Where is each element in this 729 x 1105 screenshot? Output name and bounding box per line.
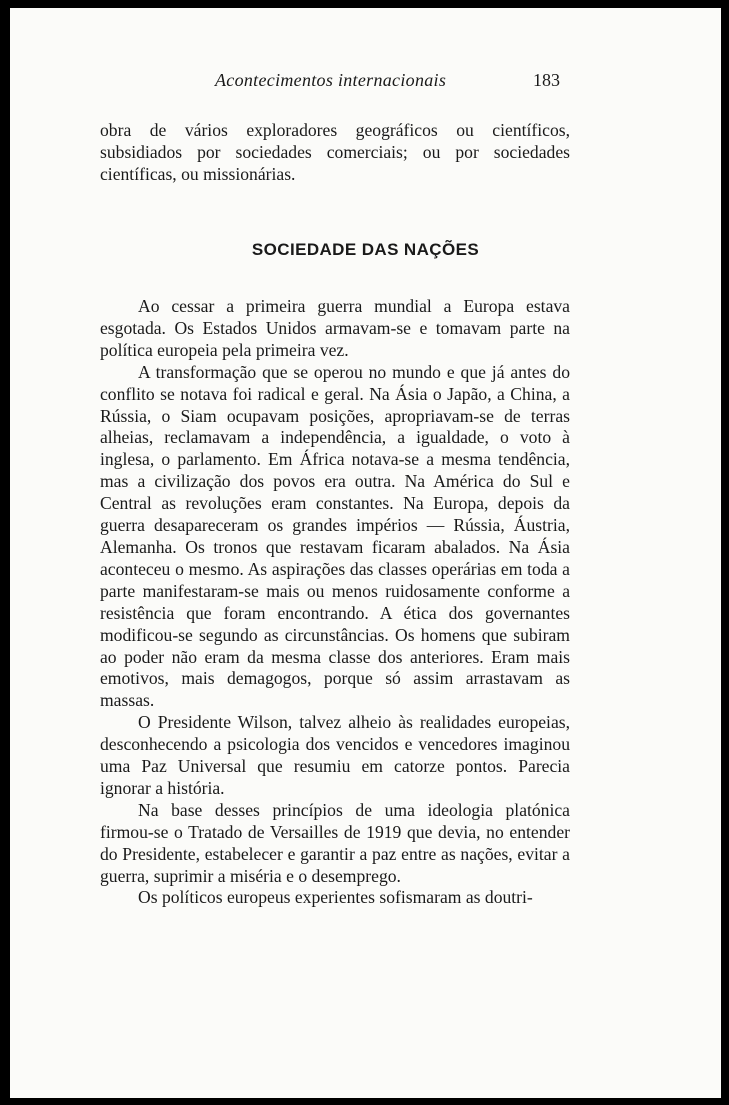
intro-paragraph: obra de vários exploradores geográficos ou científicos, subsidiados por sociedades comerciais; ou por sociedades científicas, ou missionárias.: [100, 120, 570, 184]
paragraph: O Presidente Wilson, talvez alheio às realidades europeias, desconhecendo a psicologia dos vencidos e vencedores imaginou uma Paz Universal que resumiu em catorze pontos. Parecia ignorar a história.: [100, 712, 570, 798]
paragraph: Ao cessar a primeira guerra mundial a Europa estava esgotada. Os Estados Unidos armavam-se e tomavam parte na política europeia pela primeira vez.: [100, 296, 570, 360]
section-heading: SOCIEDADE DAS NAÇÕES: [251, 240, 480, 259]
paragraph: Os políticos europeus experientes sofismaram as doutri-: [138, 887, 533, 908]
body-text: [100, 296, 570, 909]
paragraph: A transformação que se operou no mundo e que já antes do conflito se notava foi radical e geral. Na Ásia o Japão, a China, a Rússia, o Siam ocupavam posições, apropriavam-se de terras alheias, reclamavam a independência, a igualdade, o voto à inglesa, o parlamento. Em África notava-se a mesma tendência, mas a civilização dos povos era outra. Na América do Sul e Central as revoluções eram constantes. Na Europa, depois da guerra desapareceram os grandes impérios — Rússia, Áustria, Alemanha. Os tronos que restavam ficaram abalados. Na Ásia aconteceu o mesmo. As aspirações das classes operárias em toda a parte manifestaram-se mais ou menos ruidosamente conforme a resistência que foram encontrando. A ética dos governantes modificou-se segundo as circunstâncias. Os homens que subiram ao poder não eram da mesma classe dos anteriores. Eram mais emotivos, mais demagogos, porque só assim arrastavam as massas.: [100, 361, 570, 711]
intro-block: [100, 120, 570, 186]
paragraph: Na base desses princípios de uma ideologia platónica firmou-se o Tratado de Versailles de 1919 que devia, no entender do Presidente, estabelecer e garantir a paz entre as nações, evitar a guerra, suprimir a miséria e o desemprego.: [100, 799, 570, 886]
running-title: Acontecimentos internacionais: [215, 70, 447, 90]
page-number: 183: [533, 70, 560, 90]
book-page: [10, 8, 721, 1098]
